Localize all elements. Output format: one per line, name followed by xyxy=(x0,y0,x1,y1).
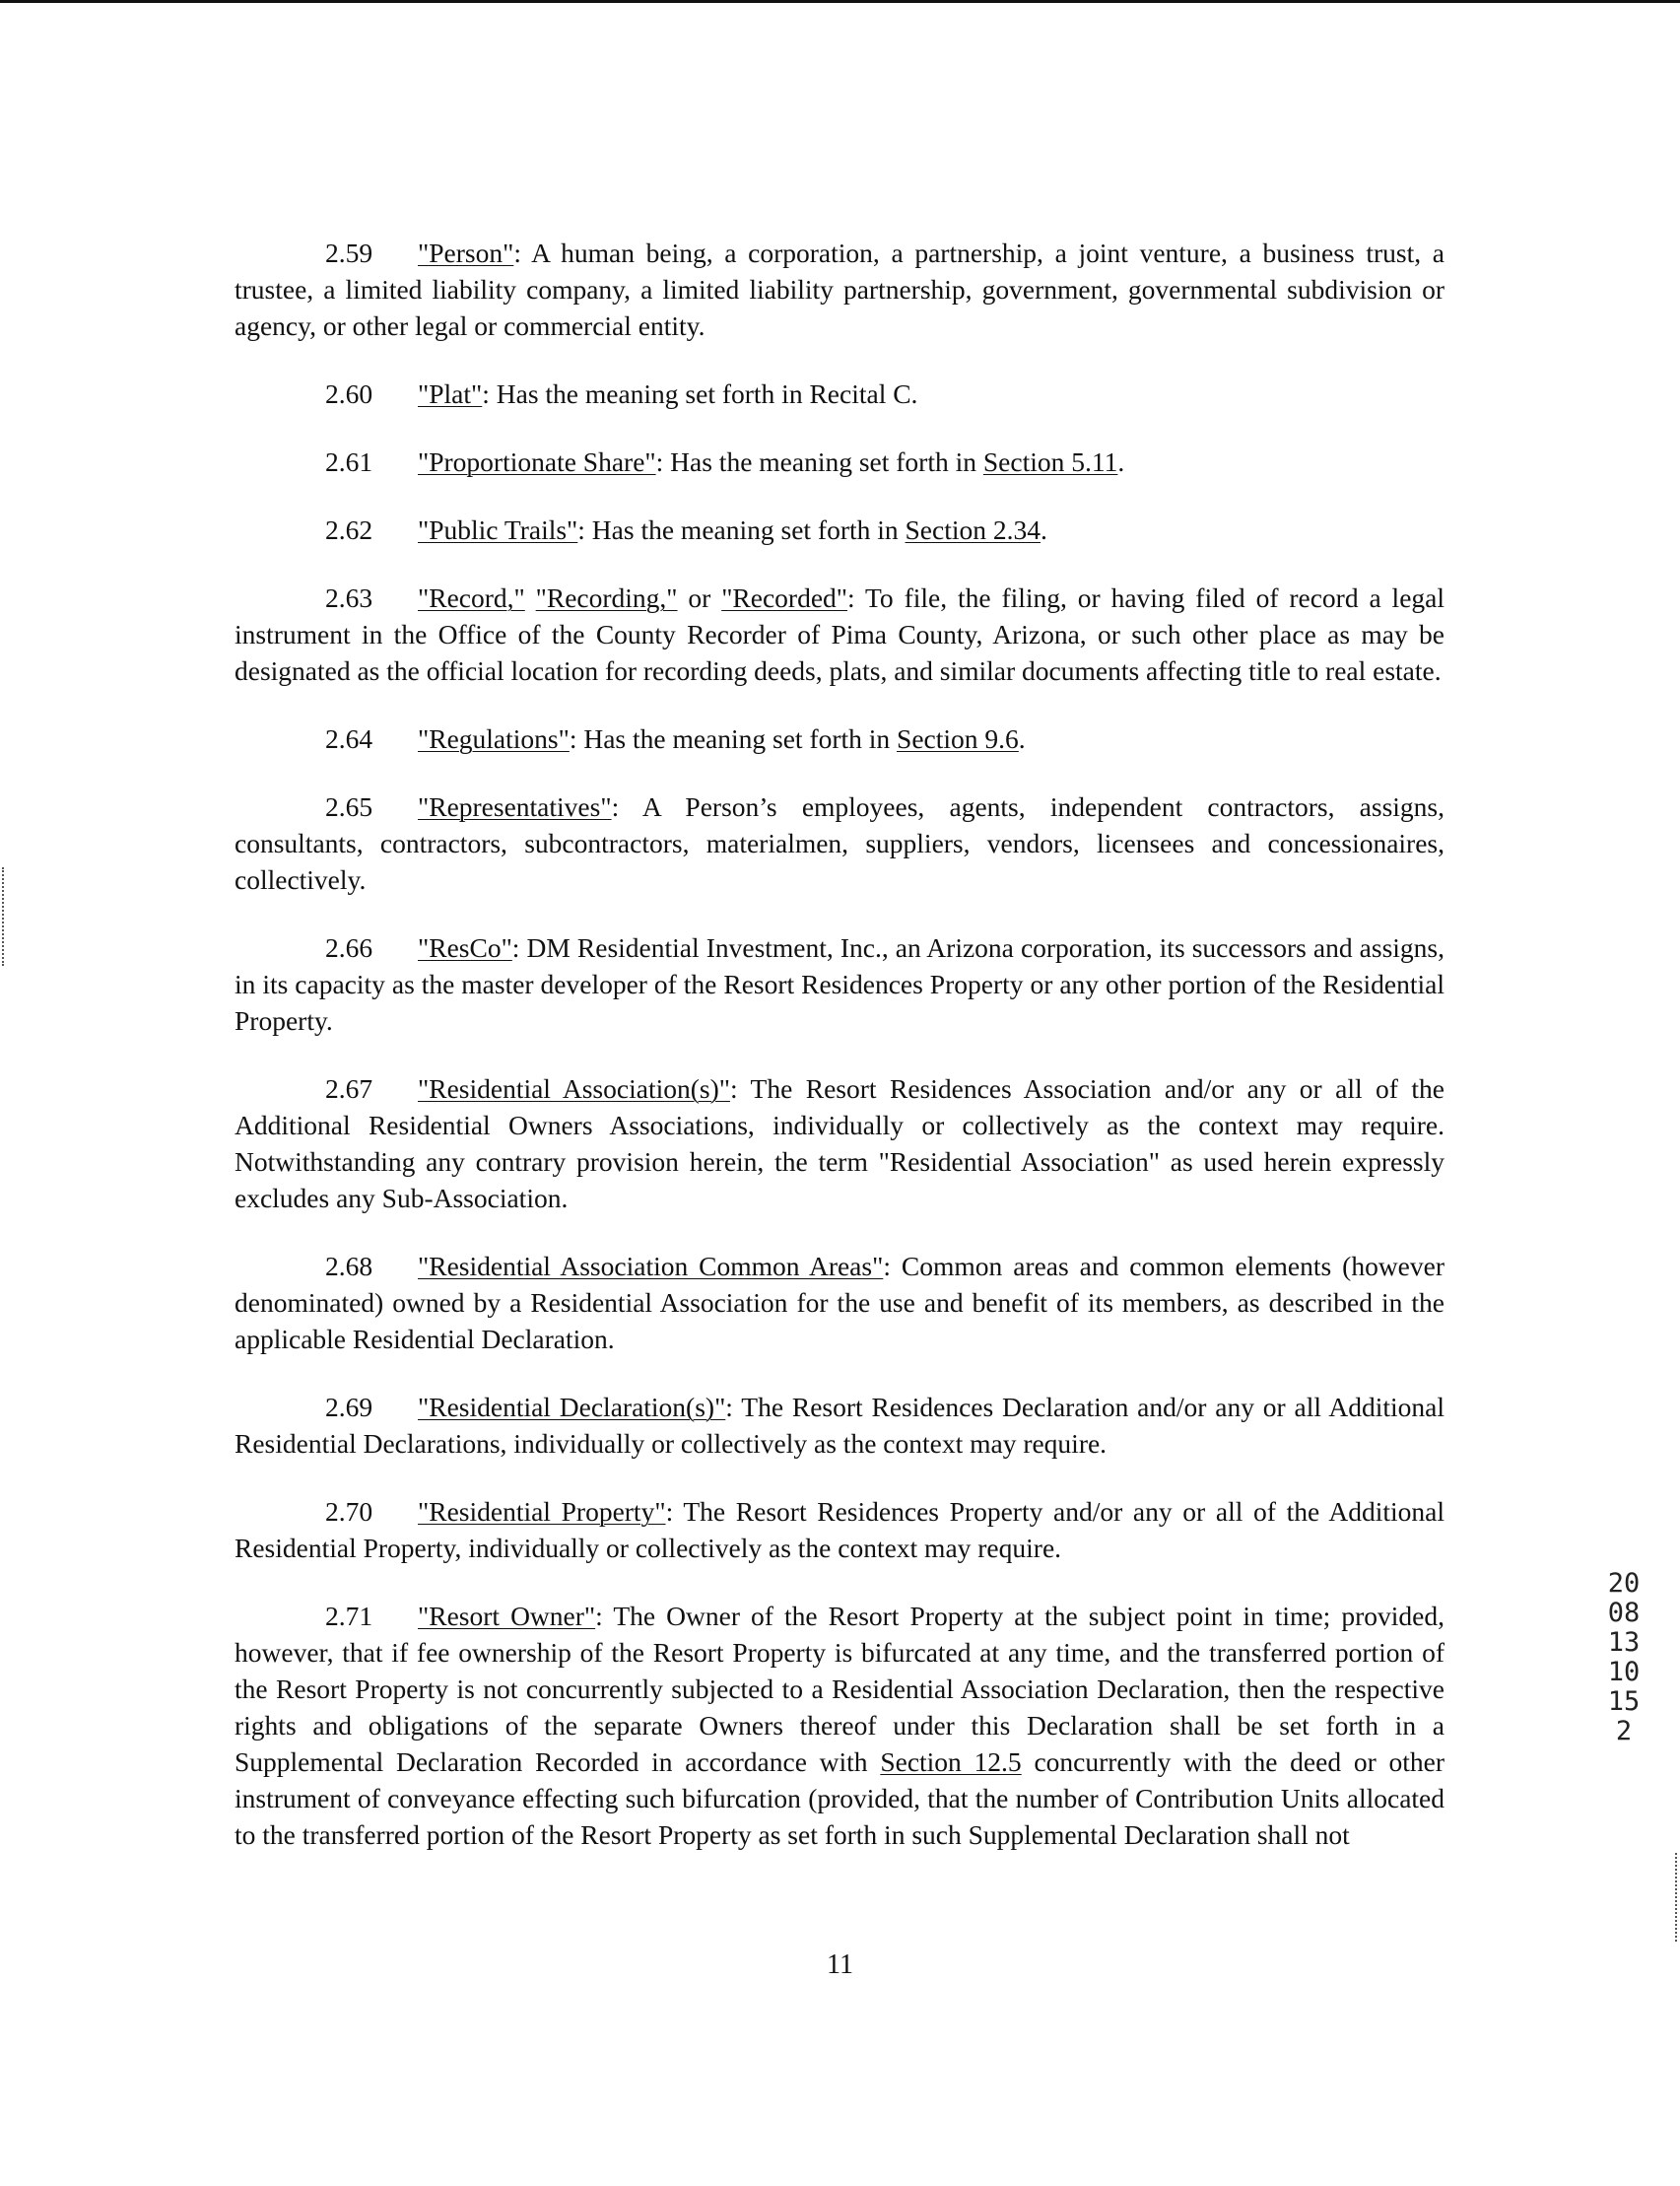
defined-term: "Residential Association Common Areas" xyxy=(418,1251,884,1281)
right-scan-edge-mark xyxy=(1675,1853,1677,1942)
definition-paragraph xyxy=(235,1070,1445,1216)
section-number: 2.70 xyxy=(325,1496,373,1527)
defined-term: "Plat" xyxy=(418,378,483,409)
definition-paragraph xyxy=(235,580,1445,689)
definition-paragraph xyxy=(235,788,1445,898)
defined-term: "Recorded" xyxy=(721,582,848,613)
definition-text xyxy=(525,582,536,613)
defined-term: "ResCo" xyxy=(418,932,512,963)
section-number: 2.67 xyxy=(325,1073,373,1104)
page-number: 11 xyxy=(827,1949,853,1980)
section-number: 2.68 xyxy=(325,1251,373,1281)
defined-term: "Resort Owner" xyxy=(418,1601,596,1631)
definition-paragraph xyxy=(235,512,1445,548)
defined-term: "Recording," xyxy=(535,582,678,613)
definition-text: : A human being, a corporation, a partnership, a joint venture, a business trust, a trustee, a limited liability company, a limited liability partnership, government, governmental subdivision or agency, or other legal or commercial entity. xyxy=(235,238,1445,341)
section-number: 2.60 xyxy=(325,378,373,409)
definition-paragraph xyxy=(235,720,1445,757)
section-number: 2.61 xyxy=(325,446,373,477)
definition-text: : Has the meaning set forth in Recital C. xyxy=(482,378,918,409)
definition-paragraph xyxy=(235,929,1445,1039)
definition-text: : A Person’s employees, agents, independent contractors, assigns, consultants, contractors, subcontractors, materialmen, suppliers, vendors, licensees and concessionaires, collectively. xyxy=(235,791,1445,895)
definition-text: or xyxy=(677,582,722,613)
definition-text: : The Resort Residences Association and/or any or all of the Additional Residential Owners Associations, individually or collectively as the context may require. Notwithstanding any contrary provision herein, the term "Residential Association" as used herein expressly excludes any Sub-Association. xyxy=(235,1073,1445,1213)
definition-text: : The Resort Residences Property and/or any or all of the Additional Residential Property, individually or collectively as the context may require. xyxy=(235,1496,1445,1563)
definition-text: . xyxy=(1041,514,1047,545)
section-number: 2.69 xyxy=(325,1392,373,1422)
recording-number-stamp: 20081310152 xyxy=(1607,1568,1641,1746)
definition-text: : The Resort Residences Declaration and/or any or all Additional Residential Declarations, individually or collectively as the context may require. xyxy=(235,1392,1445,1459)
section-number: 2.65 xyxy=(325,791,373,822)
definition-text: concurrently with the deed or other instrument of conveyance effecting such bifurcation (provided, that the number of Contribution Units allocated to the transferred portion of the Resort Property as set forth in such Supplemental Declaration shall not xyxy=(235,1746,1445,1850)
defined-term: "Representatives" xyxy=(418,791,612,822)
definition-text: : DM Residential Investment, Inc., an Arizona corporation, its successors and assigns, in its capacity as the master developer of the Resort Residences Property or any other portion of the Residential Property. xyxy=(235,932,1445,1036)
section-reference: Section 12.5 xyxy=(880,1746,1022,1777)
definition-paragraph xyxy=(235,235,1445,344)
defined-term: "Residential Declaration(s)" xyxy=(418,1392,726,1422)
definition-paragraph xyxy=(235,444,1445,480)
definition-text: . xyxy=(1018,723,1026,754)
definition-text: : Has the meaning set forth in xyxy=(577,514,906,545)
definition-paragraph xyxy=(235,1493,1445,1566)
section-number: 2.63 xyxy=(325,582,373,613)
defined-term: "Residential Property" xyxy=(418,1496,666,1527)
section-number: 2.59 xyxy=(325,238,373,268)
section-reference: Section 2.34 xyxy=(905,514,1042,545)
left-scan-edge-mark xyxy=(2,867,4,966)
definition-text: : Has the meaning set forth in xyxy=(655,446,983,477)
definition-text: : Has the meaning set forth in xyxy=(569,723,898,754)
scan-top-border xyxy=(0,0,1680,3)
definition-text: : To file, the filing, or having filed of record a legal instrument in the Office of the County Recorder of Pima County, Arizona, or such other place as may be designated as the official location for recording deeds, plats, and similar documents affecting title to real estate. xyxy=(235,582,1445,686)
definition-paragraph xyxy=(235,1389,1445,1462)
definition-paragraph xyxy=(235,1248,1445,1357)
defined-term: "Residential Association(s)" xyxy=(418,1073,730,1104)
defined-term: "Person" xyxy=(418,238,514,268)
section-reference: Section 5.11 xyxy=(982,446,1118,477)
defined-term: "Proportionate Share" xyxy=(418,446,656,477)
defined-term: "Regulations" xyxy=(418,723,570,754)
document-body xyxy=(235,235,1445,1884)
defined-term: "Public Trails" xyxy=(418,514,578,545)
definition-text: . xyxy=(1117,446,1125,477)
definition-paragraph xyxy=(235,1598,1445,1853)
defined-term: "Record," xyxy=(418,582,525,613)
section-number: 2.62 xyxy=(325,514,373,545)
definition-text: : The Owner of the Resort Property at the subject point in time; provided, however, that if fee ownership of the Resort Property is bifurcated at any time, and the transferred portion of the Resort Property is not concurrently subjected to a Residential Association Declaration, then the respective rights and obligations of the separate Owners thereof under this Declaration shall be set forth in a Supplemental Declaration Recorded in accordance with xyxy=(235,1601,1445,1777)
section-number: 2.66 xyxy=(325,932,373,963)
definition-paragraph xyxy=(235,376,1445,412)
definition-text: : Common areas and common elements (however denominated) owned by a Residential Association for the use and benefit of its members, as described in the applicable Residential Declaration. xyxy=(235,1251,1445,1354)
section-number: 2.71 xyxy=(325,1601,373,1631)
section-number: 2.64 xyxy=(325,723,373,754)
section-reference: Section 9.6 xyxy=(897,723,1019,754)
